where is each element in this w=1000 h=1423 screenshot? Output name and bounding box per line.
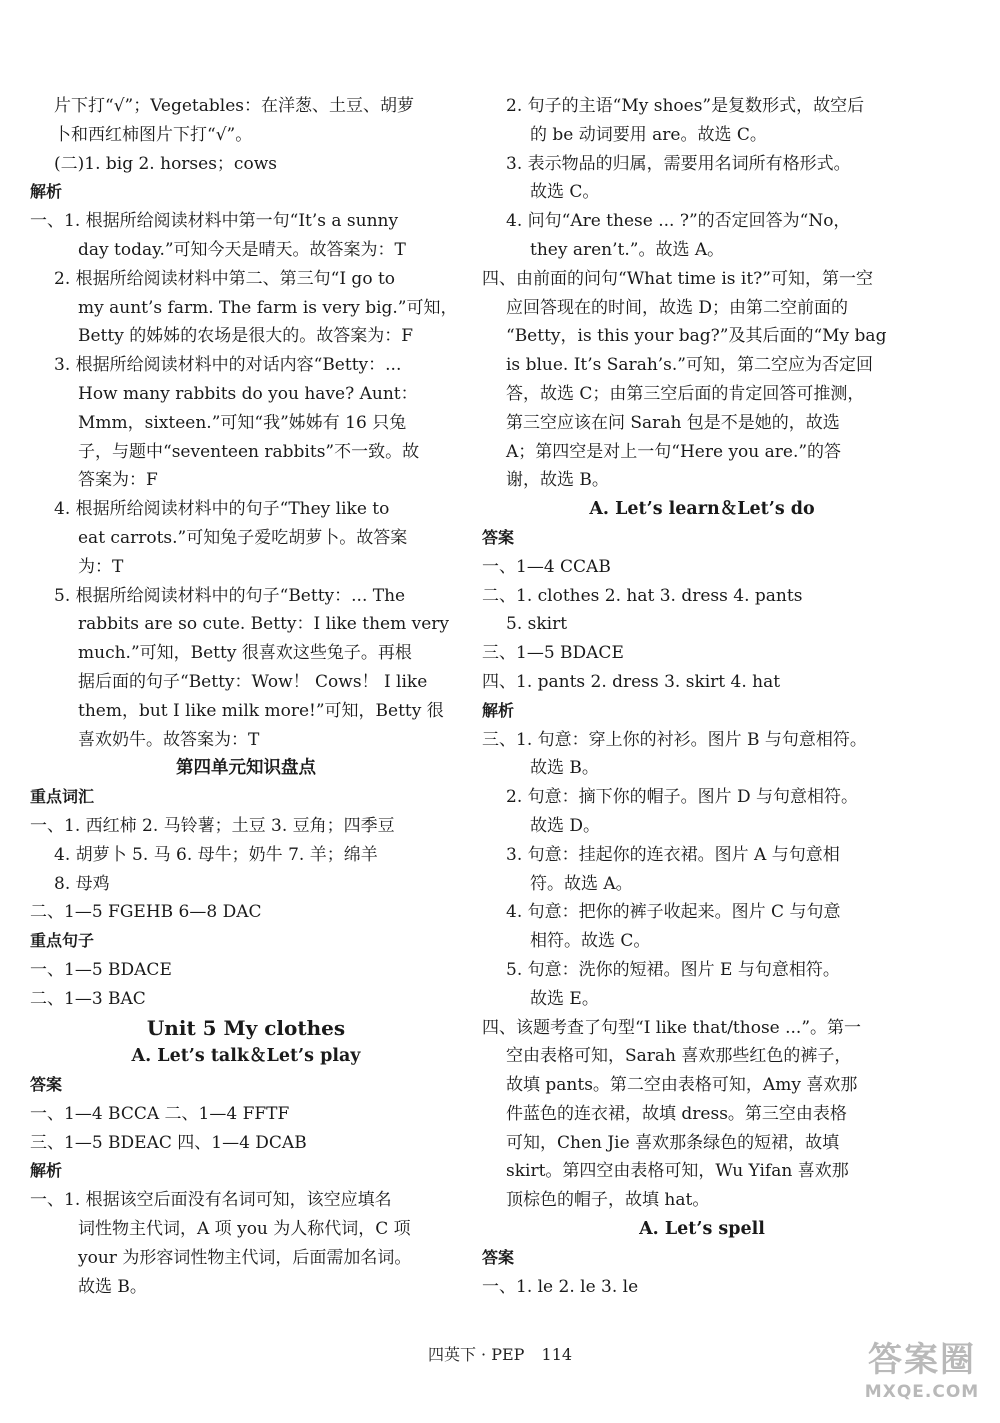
- text-line: skirt。第四空由表格可知，Wu Yifan 喜欢那: [506, 1161, 849, 1182]
- section-heading: 解析: [30, 182, 63, 202]
- text-line: 5. skirt: [506, 614, 568, 635]
- section-heading: 第四单元知识盘点: [176, 758, 316, 779]
- text-line: 四、1. pants 2. dress 3. skirt 4. hat: [482, 671, 781, 692]
- text-line: 2. 句子的主语“My shoes”是复数形式，故空后: [506, 96, 865, 116]
- section-heading: 答案: [30, 1075, 63, 1095]
- text-line: 可知，Chen Jie 喜欢那条绿色的短裙，故填: [506, 1132, 840, 1153]
- text-line: is blue. It’s Sarah’s.”可知，第二空应为否定回: [506, 355, 873, 376]
- text-line: 3. 根据所给阅读材料中的对话内容“Betty：...: [54, 355, 402, 376]
- section-heading: 重点词汇: [30, 787, 95, 807]
- section-heading: 解析: [30, 1161, 63, 1181]
- watermark: [862, 1338, 982, 1413]
- text-line: 三、1. 句意：穿上你的衬衫。图片 B 与句意相符。: [482, 729, 867, 750]
- text-line: 一、1—4 CCAB: [482, 556, 611, 577]
- text-line: your 为形容词性物主代词，后面需加名词。: [78, 1247, 412, 1268]
- text-line: 一、1—5 BDACE: [30, 959, 172, 980]
- text-line: 故选 C。: [530, 182, 600, 203]
- watermark-logo: 答案圈: [868, 1340, 976, 1380]
- text-line: 顶棕色的帽子，故填 hat。: [506, 1190, 710, 1211]
- section-heading: 解析: [482, 700, 515, 720]
- text-line: 故选 B。: [78, 1276, 147, 1297]
- text-line: rabbits are so cute. Betty：I like them very: [78, 614, 450, 635]
- text-line: them，but I like milk more!”可知，Betty 很: [78, 700, 444, 721]
- text-line: 5. 根据所给阅读材料中的句子“Betty：... The: [54, 585, 406, 606]
- footer-book-label: 四英下 · PEP: [427, 1345, 525, 1364]
- text-line: 答案为：F: [78, 470, 158, 491]
- text-line: 2. 根据所给阅读材料中第二、第三句“I go to: [54, 268, 396, 289]
- text-line: 四、该题考查了句型“I like that/those ...”。第一: [482, 1017, 862, 1038]
- page-number: 114: [541, 1345, 573, 1364]
- text-line: A；第四空是对上一句“Here you are.”的答: [506, 441, 842, 462]
- text-line: 8. 母鸡: [54, 873, 110, 894]
- section-heading: 答案: [482, 1247, 515, 1267]
- text-line: 一、1—4 BCCA 二、1—4 FFTF: [30, 1103, 290, 1124]
- text-line: 三、1—5 BDEAC 四、1—4 DCAB: [30, 1132, 307, 1153]
- text-line: 2. 句意：摘下你的帽子。图片 D 与句意相符。: [506, 787, 859, 808]
- text-line: 为：T: [78, 556, 124, 577]
- text-line: 3. 表示物品的归属，需要用名词所有格形式。: [506, 153, 851, 174]
- section-heading: A. Let’s spell: [639, 1219, 765, 1240]
- text-line: 相符。故选 C。: [530, 931, 651, 952]
- right-column: [482, 92, 922, 1301]
- text-line: 空由表格可知，Sarah 喜欢那些红色的裤子，: [506, 1046, 852, 1067]
- text-line: they aren’t.”。故选 A。: [530, 239, 725, 260]
- text-line: 4. 问句“Are these ... ?”的否定回答为“No，: [506, 211, 851, 232]
- text-line: 符。故选 A。: [530, 873, 633, 894]
- text-line: day today.”可知今天是晴天。故答案为：T: [78, 239, 406, 260]
- text-line: “Betty，is this your bag?”及其后面的“My bag: [506, 326, 887, 347]
- text-line: 据后面的句子“Betty：Wow！ Cows！ I like: [78, 671, 428, 692]
- text-line: 二、1—3 BAC: [30, 988, 146, 1009]
- text-line: How many rabbits do you have? Aunt：: [78, 383, 418, 404]
- text-line: 4. 胡萝卜 5. 马 6. 母牛；奶牛 7. 羊；绵羊: [54, 844, 378, 865]
- text-line: Betty 的姊姊的农场是很大的。故答案为：F: [78, 326, 414, 347]
- text-line: 3. 句意：挂起你的连衣裙。图片 A 与句意相: [506, 844, 840, 865]
- text-line: 一、1. 根据所给阅读材料中第一句“It’s a sunny: [30, 211, 399, 232]
- text-line: 喜欢奶牛。故答案为：T: [78, 729, 260, 750]
- text-line: 4. 句意：把你的裤子收起来。图片 C 与句意: [506, 902, 841, 923]
- text-line: 的 be 动词要用 are。故选 C。: [530, 124, 767, 145]
- section-heading: A. Let’s learn＆Let’s do: [589, 499, 815, 520]
- section-heading: A. Let’s talk＆Let’s play: [131, 1046, 361, 1067]
- text-line: 故填 pants。第二空由表格可知，Amy 喜欢那: [506, 1075, 858, 1096]
- text-line: 故选 E。: [530, 988, 599, 1009]
- text-line: my aunt’s farm. The farm is very big.”可知，: [78, 297, 458, 318]
- text-line: 谢，故选 B。: [506, 470, 609, 491]
- text-line: 一、1. 根据该空后面没有名词可知，该空应填名: [30, 1190, 392, 1211]
- text-line: 子，与题中“seventeen rabbits”不一致。故: [78, 441, 420, 462]
- text-line: much.”可知，Betty 很喜欢这些兔子。再根: [78, 643, 412, 664]
- text-line: 二、1. clothes 2. hat 3. dress 4. pants: [482, 585, 803, 606]
- text-line: eat carrots.”可知兔子爱吃胡萝卜。故答案: [78, 527, 408, 548]
- text-line: 应回答现在的时间，故选 D；由第二空前面的: [506, 297, 849, 318]
- text-line: 一、1. 西红柿 2. 马铃薯；土豆 3. 豆角；四季豆: [30, 815, 395, 836]
- text-line: 答，故选 C；由第三空后面的肯定回答可推测，: [506, 383, 865, 404]
- text-line: 三、1—5 BDACE: [482, 643, 624, 664]
- text-line: 卜和西红柿图片下打“√”。: [54, 124, 253, 145]
- section-heading: 重点句子: [30, 931, 95, 951]
- text-line: 故选 D。: [530, 815, 601, 836]
- text-line: Mmm，sixteen.”可知“我”姊姊有 16 只兔: [78, 412, 407, 433]
- text-line: 四、由前面的问句“What time is it?”可知，第一空: [482, 268, 873, 289]
- section-heading: Unit 5 My clothes: [146, 1015, 346, 1040]
- text-line: 第三空应该在问 Sarah 包是不是她的，故选: [506, 412, 840, 433]
- text-line: 件蓝色的连衣裙，故填 dress。第三空由表格: [506, 1103, 847, 1124]
- text-line: 5. 句意：洗你的短裙。图片 E 与句意相符。: [506, 959, 840, 980]
- text-line: 一、1. le 2. le 3. le: [482, 1276, 639, 1297]
- text-line: 二、1—5 FGEHB 6—8 DAC: [30, 902, 262, 923]
- section-heading: 答案: [482, 527, 515, 547]
- text-line: 故选 B。: [530, 758, 599, 779]
- text-line: 4. 根据所给阅读材料中的句子“They like to: [54, 499, 390, 520]
- text-line: (二)1. big 2. horses；cows: [54, 153, 277, 174]
- page-footer: [0, 1342, 1000, 1365]
- text-line: 片下打“√”；Vegetables：在洋葱、土豆、胡萝: [54, 96, 415, 116]
- left-column: [30, 92, 462, 1301]
- text-line: 词性物主代词，A 项 you 为人称代词，C 项: [78, 1219, 411, 1240]
- watermark-text: MXQE.COM: [864, 1382, 980, 1402]
